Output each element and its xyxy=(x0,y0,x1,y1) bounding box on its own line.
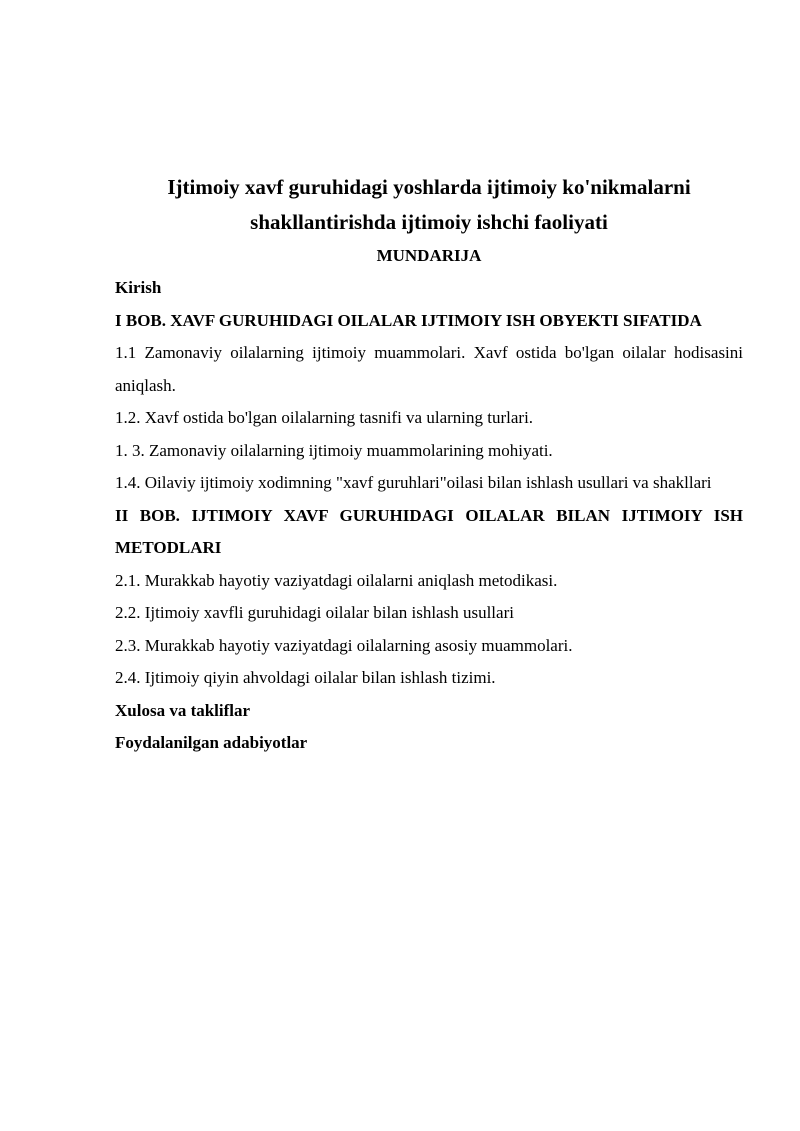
toc-entry-section-1-4: 1.4. Oilaviy ijtimoiy xodimning "xavf guruhlari"oilasi bilan ishlash usullari va shakllari xyxy=(115,473,712,492)
toc-entry-chapter-1: I BOB. XAVF GURUHIDAGI OILALAR IJTIMOIY ISH OBYEKTI SIFATIDA xyxy=(115,310,702,330)
toc-entry-introduction: Kirish xyxy=(115,278,162,297)
toc-entry-conclusion: Xulosa va takliflar xyxy=(115,700,251,720)
toc-entry-section-2-1: 2.1. Murakkab hayotiy vaziyatdagi oilalarni aniqlash metodikasi. xyxy=(115,570,558,590)
document-page xyxy=(115,170,743,760)
document-title xyxy=(115,170,743,240)
contents-heading: MUNDARIJA xyxy=(376,246,482,265)
toc-entry-section-2-3: 2.3. Murakkab hayotiy vaziyatdagi oilalarning asosiy muammolari. xyxy=(115,635,573,655)
toc-entry-chapter-2: II BOB. IJTIMOIY XAVF GURUHIDAGI OILALAR BILAN IJTIMOIY ISH METODLARI xyxy=(115,505,743,557)
toc-entry-references: Foydalanilgan adabiyotlar xyxy=(115,733,308,752)
toc-entry-section-1-2: 1.2. Xavf ostida bo'lgan oilalarning tasnifi va ularning turlari. xyxy=(115,408,534,427)
toc-entry-section-1-3: 1. 3. Zamonaviy oilalarning ijtimoiy muammolarining mohiyati. xyxy=(115,440,553,460)
toc-entry-section-2-2: 2.2. Ijtimoiy xavfli guruhidagi oilalar bilan ishlash usullari xyxy=(115,603,514,622)
toc-entry-section-2-4: 2.4. Ijtimoiy qiyin ahvoldagi oilalar bilan ishlash tizimi. xyxy=(115,668,496,687)
document-title-line1: Ijtimoiy xavf guruhidagi yoshlarda ijtimoiy ko'nikmalarni xyxy=(167,175,691,199)
document-title-line2: shakllantirishda ijtimoiy ishchi faoliyati xyxy=(250,210,608,234)
toc-entry-section-1-1: 1.1 Zamonaviy oilalarning ijtimoiy muammolari. Xavf ostida bo'lgan oilalar hodisasini aniqlash. xyxy=(115,343,743,395)
